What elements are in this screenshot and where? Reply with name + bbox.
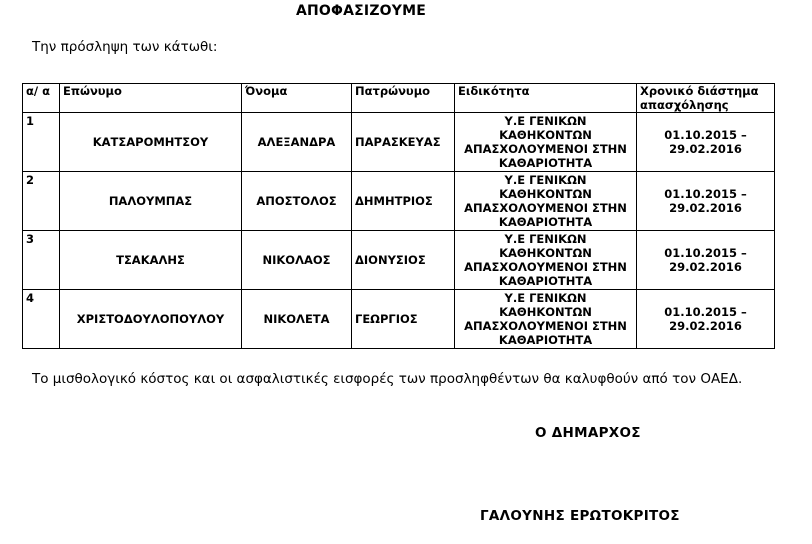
cell-surname: ΚΑΤΣΑΡΟΜΗΤΣΟΥ — [60, 113, 242, 172]
table-row — [23, 113, 775, 172]
table-row — [23, 172, 775, 231]
cost-paragraph: Το μισθολογικό κόστος και οι ασφαλιστικές εισφορές των προσληφθέντων θα καλυφθούν από τον ΟΑΕΔ. — [32, 371, 743, 387]
cell-period: 01.10.2015 – 29.02.2016 — [637, 290, 775, 349]
cell-patronymic: ΠΑΡΑΣΚΕΥΑΣ — [352, 113, 455, 172]
cell-surname: ΤΣΑΚΑΛΗΣ — [60, 231, 242, 290]
cell-aa: 4 — [23, 290, 60, 349]
cell-patronymic: ΔΙΟΝΥΣΙΟΣ — [352, 231, 455, 290]
header-period: Χρονικό διάστημα απασχόλησης — [637, 84, 775, 113]
table-row — [23, 290, 775, 349]
header-patronymic: Πατρώνυμο — [352, 84, 455, 113]
table-row — [23, 231, 775, 290]
intro-text: Την πρόσληψη των κάτωθι: — [32, 39, 218, 55]
cell-name: ΝΙΚΟΛΕΤΑ — [242, 290, 352, 349]
cell-surname: ΠΑΛΟΥΜΠΑΣ — [60, 172, 242, 231]
signature-title: Ο ΔΗΜΑΡΧΟΣ — [535, 425, 641, 441]
header-specialty: Ειδικότητα — [455, 84, 637, 113]
cell-patronymic: ΓΕΩΡΓΙΟΣ — [352, 290, 455, 349]
cell-aa: 2 — [23, 172, 60, 231]
header-name: Όνομα — [242, 84, 352, 113]
cell-specialty: Υ.Ε ΓΕΝΙΚΩΝ ΚΑΘΗΚΟΝΤΩΝ ΑΠΑΣΧΟΛΟΥΜΕΝΟΙ ΣΤΗΝ ΚΑΘΑΡΙΟΤΗΤΑ — [455, 113, 637, 172]
table-header-row — [23, 84, 775, 113]
cell-name: ΑΠΟΣΤΟΛΟΣ — [242, 172, 352, 231]
cell-specialty: Υ.Ε ΓΕΝΙΚΩΝ ΚΑΘΗΚΟΝΤΩΝ ΑΠΑΣΧΟΛΟΥΜΕΝΟΙ ΣΤΗΝ ΚΑΘΑΡΙΟΤΗΤΑ — [455, 172, 637, 231]
cell-surname: ΧΡΙΣΤΟΔΟΥΛΟΠΟΥΛΟΥ — [60, 290, 242, 349]
cell-period: 01.10.2015 – 29.02.2016 — [637, 113, 775, 172]
cell-aa: 1 — [23, 113, 60, 172]
cell-name: ΑΛΕΞΑΝΔΡΑ — [242, 113, 352, 172]
cell-aa: 3 — [23, 231, 60, 290]
cell-specialty: Υ.Ε ΓΕΝΙΚΩΝ ΚΑΘΗΚΟΝΤΩΝ ΑΠΑΣΧΟΛΟΥΜΕΝΟΙ ΣΤΗΝ ΚΑΘΑΡΙΟΤΗΤΑ — [455, 231, 637, 290]
cell-period: 01.10.2015 – 29.02.2016 — [637, 231, 775, 290]
hires-table — [22, 83, 775, 349]
cell-period: 01.10.2015 – 29.02.2016 — [637, 172, 775, 231]
cell-patronymic: ΔΗΜΗΤΡΙΟΣ — [352, 172, 455, 231]
cell-specialty: Υ.Ε ΓΕΝΙΚΩΝ ΚΑΘΗΚΟΝΤΩΝ ΑΠΑΣΧΟΛΟΥΜΕΝΟΙ ΣΤΗΝ ΚΑΘΑΡΙΟΤΗΤΑ — [455, 290, 637, 349]
document-heading: ΑΠΟΦΑΣΙΖΟΥΜΕ — [295, 3, 427, 19]
header-aa: α/ α — [23, 84, 60, 113]
signature-name: ΓΑΛΟΥΝΗΣ ΕΡΩΤΟΚΡΙΤΟΣ — [480, 508, 680, 524]
header-surname: Επώνυμο — [60, 84, 242, 113]
cell-name: ΝΙΚΟΛΑΟΣ — [242, 231, 352, 290]
